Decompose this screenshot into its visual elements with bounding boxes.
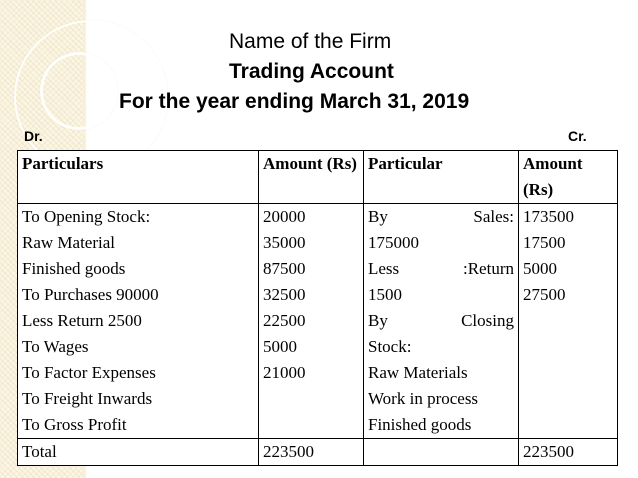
debit-item: To Gross Profit — [22, 415, 127, 434]
return-word: :Return — [463, 259, 514, 278]
work-in-process: Work in process — [368, 389, 479, 408]
total-empty-cell — [364, 439, 519, 466]
debit-item: To Freight Inwards — [22, 389, 153, 408]
table-total-row — [18, 439, 618, 466]
credit-amounts-cell — [519, 204, 618, 439]
return-value: 1500 — [368, 285, 402, 304]
trading-account-table — [17, 150, 618, 466]
credit-amount: 27500 — [523, 285, 566, 304]
by-closing-word-b: Closing — [461, 311, 514, 330]
debit-amount: 35000 — [263, 233, 306, 252]
table-body-row — [18, 204, 618, 439]
decorative-circle-small — [40, 52, 118, 130]
debit-item: Less Return 2500 — [22, 311, 142, 330]
debit-item: To Opening Stock: — [22, 207, 151, 226]
header-amount-debit: Amount (Rs) — [259, 151, 364, 204]
period-title: For the year ending March 31, 2019 — [119, 90, 470, 113]
less-word: Less — [368, 259, 400, 278]
account-title: Trading Account — [229, 60, 394, 83]
finished-goods: Finished goods — [368, 415, 472, 434]
credit-particulars-cell — [364, 204, 519, 439]
debit-item: To Wages — [22, 337, 89, 356]
debit-item: Raw Material — [22, 233, 115, 252]
debit-item: To Purchases 90000 — [22, 285, 159, 304]
debit-amount: 21000 — [263, 363, 306, 382]
by-sales-word-a: By — [368, 207, 388, 226]
header-particulars: Particulars — [18, 151, 259, 204]
table-header-row — [18, 151, 618, 204]
header-particular: Particular — [364, 151, 519, 204]
less-return-line — [368, 256, 514, 282]
credit-amount: 173500 — [523, 207, 574, 226]
credit-label: Cr. — [568, 128, 587, 144]
debit-amounts-cell — [259, 204, 364, 439]
header-amount-credit: Amount (Rs) — [519, 151, 618, 204]
debit-item: Finished goods — [22, 259, 126, 278]
by-sales-line — [368, 204, 514, 230]
debit-label: Dr. — [24, 128, 43, 144]
by-closing-line — [368, 308, 514, 334]
credit-amount: 17500 — [523, 233, 566, 252]
by-sales-word-b: Sales: — [473, 207, 514, 226]
debit-amount: 5000 — [263, 337, 297, 356]
raw-materials: Raw Materials — [368, 363, 468, 382]
credit-amount: 5000 — [523, 259, 557, 278]
debit-particulars-cell — [18, 204, 259, 439]
debit-amount: 32500 — [263, 285, 306, 304]
total-credit: 223500 — [519, 439, 618, 466]
firm-name: Name of the Firm — [229, 30, 392, 53]
debit-amount: 87500 — [263, 259, 306, 278]
stock-label: Stock: — [368, 337, 412, 356]
debit-amount: 22500 — [263, 311, 306, 330]
debit-amount: 20000 — [263, 207, 306, 226]
sales-value: 175000 — [368, 233, 419, 252]
total-debit: 223500 — [259, 439, 364, 466]
by-closing-word-a: By — [368, 311, 388, 330]
debit-item: To Factor Expenses — [22, 363, 156, 382]
total-label: Total — [18, 439, 259, 466]
